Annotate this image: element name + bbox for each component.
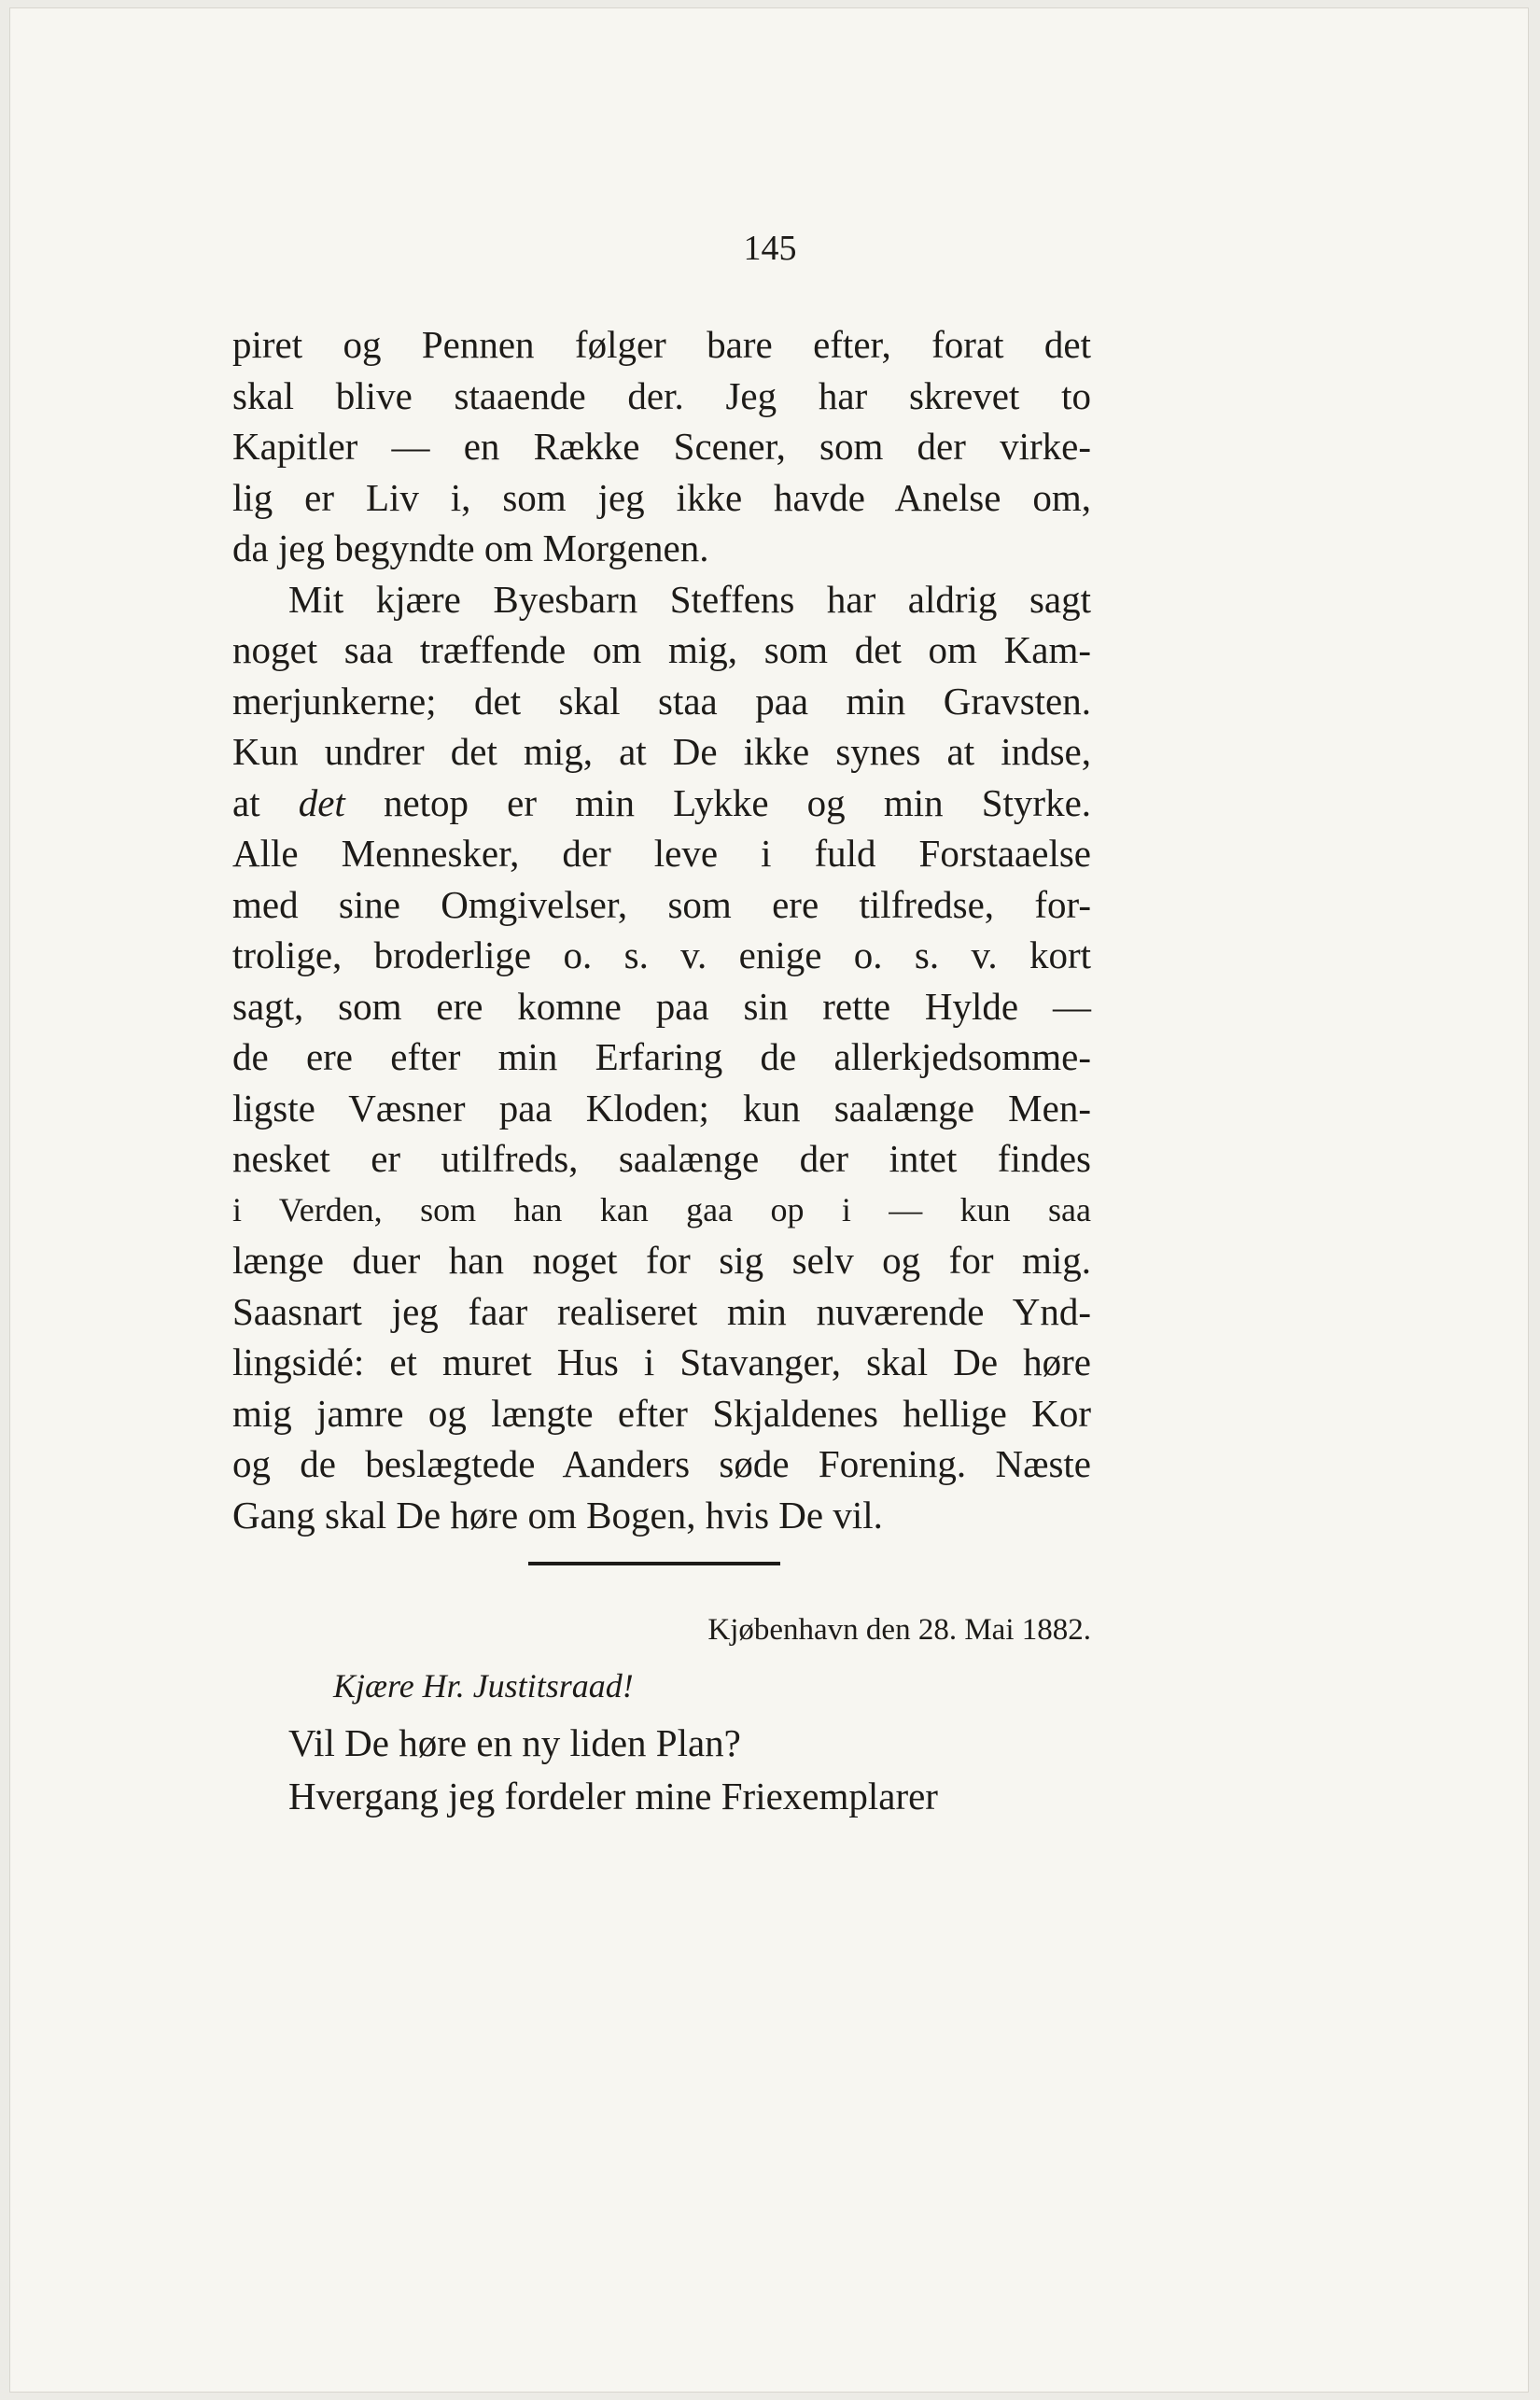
- text-line: sagt, som ere komne paa sin rette Hylde —: [232, 984, 1091, 1028]
- text-line: Saasnart jeg faar realiseret min nuværende Ynd-: [232, 1289, 1091, 1333]
- text-line: noget saa træffende om mig, som det om Kam-: [232, 628, 1091, 671]
- text-line: Vil De høre en ny liden Plan?: [288, 1721, 741, 1764]
- text-line: Gang skal De høre om Bogen, hvis De vil.: [232, 1493, 883, 1537]
- text-line: ligste Væsner paa Kloden; kun saalænge Men-: [232, 1086, 1091, 1130]
- text-line: Kun undrer det mig, at De ikke synes at indse,: [232, 730, 1091, 773]
- text-line: i Verden, som han kan gaa op i — kun saa: [232, 1190, 1091, 1228]
- text-line: og de beslægtede Aanders søde Forening. Næste: [232, 1442, 1091, 1485]
- text-line: med sine Omgivelser, som ere tilfredse, for-: [232, 882, 1091, 926]
- text-line: skal blive staaende der. Jeg har skrevet to: [232, 373, 1091, 417]
- letter-body: [232, 1717, 1091, 1823]
- text-line: Kapitler — en Række Scener, som der virke-: [232, 425, 1091, 468]
- emphasized-word: det: [298, 780, 345, 824]
- text-line: de ere efter min Erfaring de allerkjedsomme-: [232, 1035, 1091, 1078]
- text-line: lig er Liv i, som jeg ikke havde Anelse om,: [232, 475, 1091, 519]
- text-line: piret og Pennen følger bare efter, forat det: [232, 323, 1091, 366]
- text-line: lingsidé: et muret Hus i Stavanger, skal De høre: [232, 1340, 1091, 1383]
- text-fragment: netop er min Lykke og min Styrke.: [383, 780, 1092, 824]
- book-page: [9, 7, 1529, 2393]
- section-divider: [528, 1562, 780, 1565]
- letter-salutation: Kjære Hr. Justitsraad!: [333, 1667, 634, 1705]
- text-line: merjunkerne; det skal staa paa min Gravsten.: [232, 679, 1091, 723]
- letter-dateline: Kjøbenhavn den 28. Mai 1882.: [707, 1613, 1091, 1647]
- text-line: nesket er utilfreds, saalænge der intet findes: [232, 1137, 1091, 1180]
- body-text: [232, 319, 1091, 1540]
- text-line: Mit kjære Byesbarn Steffens har aldrig sagt: [288, 577, 1091, 621]
- text-line: længe duer han noget for sig selv og for mig.: [232, 1239, 1091, 1282]
- text-fragment: at: [232, 780, 260, 824]
- text-line: [232, 778, 1091, 829]
- text-line: Hvergang jeg fordeler mine Friexemplarer: [288, 1775, 938, 1818]
- text-line: mig jamre og længte efter Skjaldenes hellige Kor: [232, 1391, 1091, 1435]
- text-line: trolige, broderlige o. s. v. enige o. s. v. kort: [232, 933, 1091, 976]
- text-line: Alle Mennesker, der leve i fuld Forstaaelse: [232, 832, 1091, 875]
- text-line: da jeg begyndte om Morgenen.: [232, 526, 709, 569]
- page-number: 145: [743, 229, 797, 268]
